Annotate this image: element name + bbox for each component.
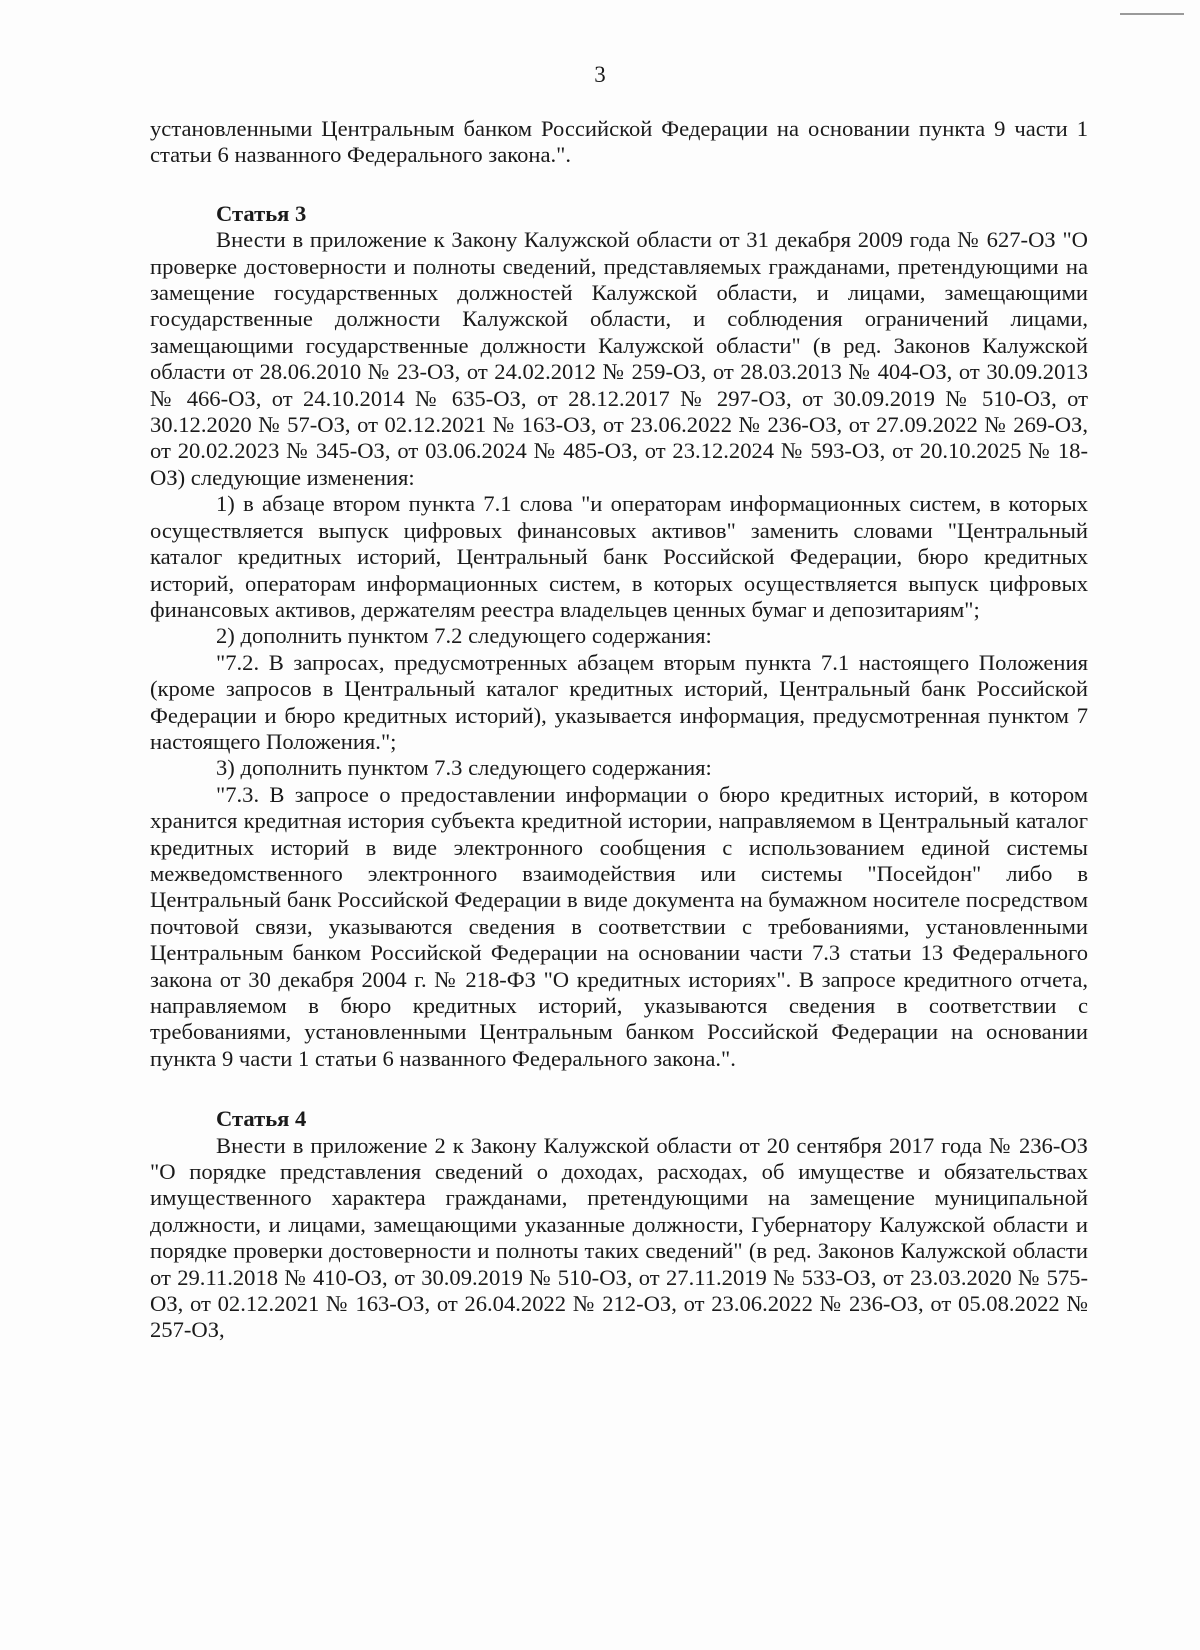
article-3-item-2: 2) дополнить пунктом 7.2 следующего содержания: [216,623,712,649]
article-3-item-1: 1) в абзаце втором пункта 7.1 слова "и операторам информационных систем, в которых осуществляется выпуск цифровых финансовых активов" заменить словами "Центральный каталог кредитных историй, Центральный банк Российской Федерации, бюро кредитных историй, операторам информационных систем, в которых осуществляется выпуск цифровых финансовых активов, держателям реестра владельцев ценных бумаг и депозитариям"; [150,491,1088,622]
document-body [150,116,1088,1344]
article-3-intro: Внести в приложение к Закону Калужской области от 31 декабря 2009 года № 627-ОЗ "О проверке достоверности и полноты сведений, представляемых гражданами, претендующими на замещение государственных должностей Калужской области, и лицами, замещающими государственные должности Калужской области, и соблюдения ограничений лицами, замещающими государственные должности Калужской области" (в ред. Законов Калужской области от 28.06.2010 № 23-ОЗ, от 24.02.2012 № 259-ОЗ, от 28.03.2013 № 404-ОЗ, от 30.09.2013 № 466-ОЗ, от 24.10.2014 № 635-ОЗ, от 28.12.2017 № 297-ОЗ, от 30.09.2019 № 510-ОЗ, от 30.12.2020 № 57-ОЗ, от 02.12.2021 № 163-ОЗ, от 23.06.2022 № 236-ОЗ, от 27.09.2022 № 269-ОЗ, от 20.02.2023 № 345-ОЗ, от 03.06.2024 № 485-ОЗ, от 23.12.2024 № 593-ОЗ, от 20.10.2025 № 18-ОЗ) следующие изменения: [150,227,1088,490]
article-3-item-2-text: "7.2. В запросах, предусмотренных абзацем вторым пункта 7.1 настоящего Положения (кроме запросов в Центральный каталог кредитных историй, Центральный банк Российской Федерации и бюро кредитных историй), указывается информация, предусмотренная пунктом 7 настоящего Положения."; [150,649,1088,754]
intro-paragraph: установленными Центральным банком Российской Федерации на основании пункта 9 части 1 статьи 6 названного Федерального закона.". [150,116,1088,168]
scan-edge-mark [1120,13,1184,15]
article-3-heading: Статья 3 [216,200,307,226]
page-number: 3 [594,62,606,87]
article-4-heading: Статья 4 [216,1106,307,1132]
article-3-item-3-text: "7.3. В запросе о предоставлении информации о бюро кредитных историй, в котором хранится кредитная история субъекта кредитной истории, направляемом в Центральный каталог кредитных историй в виде электронного сообщения с использованием единой системы межведомственного электронного взаимодействия или системы "Посейдон" либо в Центральный банк Российской Федерации в виде документа на бумажном носителе посредством почтовой связи, указываются сведения в соответствии с требованиями, установленными Центральным банком Российской Федерации на основании части 7.3 статьи 13 Федерального закона от 30 декабря 2004 г. № 218-ФЗ "О кредитных историях". В запросе кредитного отчета, направляемом в бюро кредитных историй, указываются сведения в соответствии с требованиями, установленными Центральным банком Российской Федерации на основании пункта 9 части 1 статьи 6 названного Федерального закона.". [150,781,1088,1071]
article-4-intro: Внести в приложение 2 к Закону Калужской области от 20 сентября 2017 года № 236-ОЗ "О порядке представления сведений о доходах, расходах, об имуществе и обязательствах имущественного характера гражданами, претендующими на замещение муниципальной должности, и лицами, замещающими указанные должности, Губернатору Калужской области и порядке проверки достоверности и полноты таких сведений" (в ред. Законов Калужской области от 29.11.2018 № 410-ОЗ, от 30.09.2019 № 510-ОЗ, от 27.11.2019 № 533-ОЗ, от 23.03.2020 № 575-ОЗ, от 02.12.2021 № 163-ОЗ, от 26.04.2022 № 212-ОЗ, от 23.06.2022 № 236-ОЗ, от 05.08.2022 № 257-ОЗ, [150,1132,1088,1343]
article-3-item-3: 3) дополнить пунктом 7.3 следующего содержания: [216,755,712,781]
